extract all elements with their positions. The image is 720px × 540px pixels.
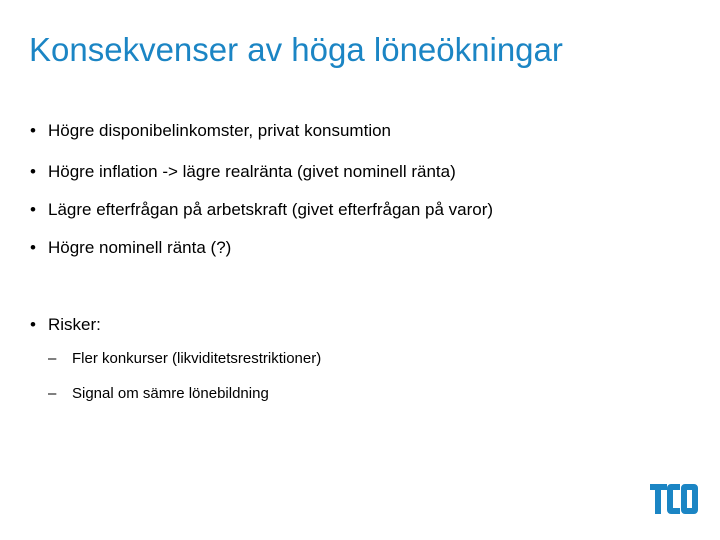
bullet-item: [30, 120, 391, 142]
bullet-text: Högre inflation -> lägre realränta (givet nominell ränta): [48, 162, 456, 181]
bullet-item: [30, 237, 231, 259]
bullet-text: Högre nominell ränta (?): [48, 238, 232, 257]
logo-letter-t-stem: [655, 484, 661, 514]
sub-bullet-marker: –: [48, 385, 57, 402]
bullet-marker: •: [30, 121, 36, 140]
bullet-marker: •: [30, 162, 36, 181]
bullet-text: Risker:: [48, 315, 101, 334]
sub-bullet-item: [48, 384, 269, 404]
tco-logo: [650, 484, 698, 514]
bullet-marker: •: [30, 238, 36, 257]
bullet-marker: •: [30, 315, 36, 334]
slide-title: Konsekvenser av höga löneökningar: [29, 31, 563, 68]
bullet-item: [30, 161, 456, 183]
bullet-marker: •: [30, 200, 36, 219]
bullet-text: Lägre efterfrågan på arbetskraft (givet efterfrågan på varor): [48, 200, 494, 219]
sub-bullet-marker: –: [48, 350, 57, 367]
bullet-item-risks: [30, 314, 101, 336]
logo-letter-c: [667, 484, 680, 514]
sub-bullet-item: [48, 349, 321, 369]
bullet-text: Högre disponibelinkomster, privat konsumtion: [48, 121, 392, 140]
sub-bullet-text: Fler konkurser (likviditetsrestriktioner): [72, 350, 322, 367]
sub-bullet-text: Signal om sämre lönebildning: [72, 385, 269, 402]
logo-letter-o: [681, 484, 698, 514]
bullet-item: [30, 199, 493, 221]
